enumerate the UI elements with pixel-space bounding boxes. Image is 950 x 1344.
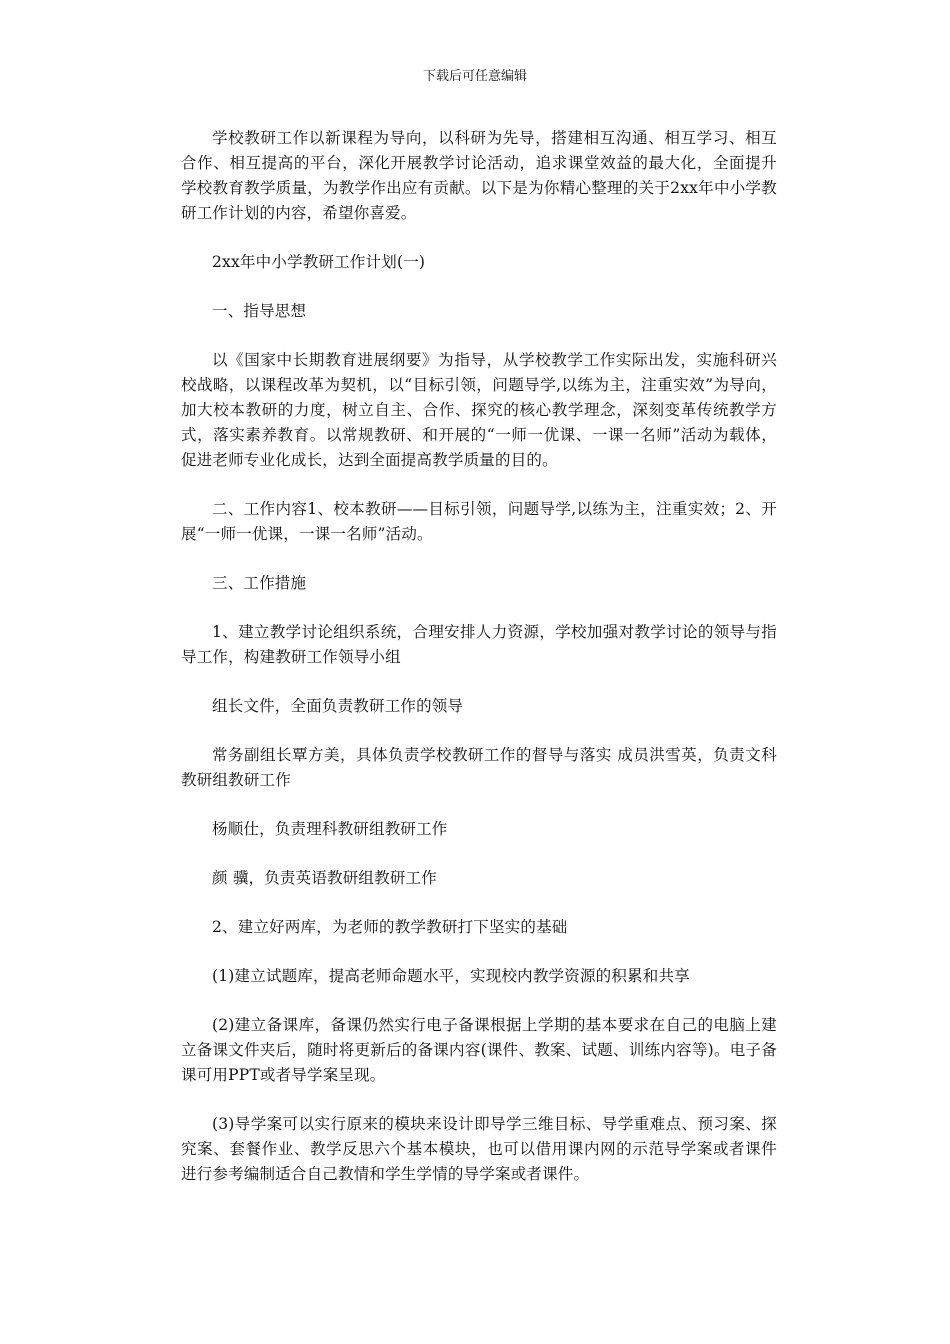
test-bank-paragraph: (1)建立试题库，提高老师命题水平，实现校内教学资源的积累和共享 [212, 967, 690, 985]
lesson-bank-paragraph: (2)建立备课库，备课仍然实行电子备课根据上学期的基本要求在自己的电脑上建立备课文件夹后，随时将更新后的备课内容(课件、教案、试题、训练内容等)。电子备课可用PPT或者导学案呈现。 [181, 1016, 777, 1084]
section-heading-guiding-thought: 一、指导思想 [212, 302, 307, 320]
guiding-thought-paragraph: 以《国家中长期教育进展纲要》为指导，从学校教学工作实际出发，实施科研兴校战略，以课程改革为契机，以“目标引领，问题导学,以练为主，注重实效”为导向，加大校本教研的力度，树立自主、合作、探究的核心教学理念，深刻变革传统教学方式，落实素养教育。以常规教研、和开展的“一师一优课、一课一名师”活动为载体，促进老师专业化成长，达到全面提高教学质量的目的。 [181, 351, 777, 469]
science-group-line: 杨顺仕，负责理科教研组教研工作 [212, 820, 448, 838]
deputy-leader-line: 常务副组长覃方美，具体负责学校教研工作的督导与落实 成员洪雪英，负责文科教研组教研工作 [181, 746, 777, 789]
measure-1-paragraph: 1、建立教学讨论组织系统，合理安排人力资源，学校加强对教学讨论的领导与指导工作，构建教研工作领导小组 [181, 623, 777, 666]
measure-2-paragraph: 2、建立好两库，为老师的教学教研打下坚实的基础 [212, 918, 568, 936]
header-note: 下载后可任意编辑 [422, 69, 527, 84]
english-group-line: 颜 骥，负责英语教研组教研工作 [212, 869, 437, 887]
leader-line: 组长文件，全面负责教研工作的领导 [212, 697, 464, 715]
study-guide-paragraph: (3)导学案可以实行原来的模块来设计即导学三维目标、导学重难点、预习案、探究案、套餐作业、教学反思六个基本模块，也可以借用课内网的示范导学案或者课件进行参考编制适合自己教情和学生学情的导学案或者课件。 [181, 1115, 777, 1183]
document-body [181, 126, 777, 1211]
plan-title: 2xx年中小学教研工作计划(一) [212, 253, 426, 271]
work-content-paragraph: 二、工作内容1、校本教研——目标引领，问题导学,以练为主，注重实效；2、开展“一师一优课，一课一名师”活动。 [181, 500, 777, 543]
intro-paragraph: 学校教研工作以新课程为导向，以科研为先导，搭建相互沟通、相互学习、相互合作、相互提高的平台，深化开展教学讨论活动，追求课堂效益的最大化，全面提升学校教育教学质量，为教学作出应有贡献。以下是为你精心整理的关于2xx年中小学教研工作计划的内容，希望你喜爱。 [181, 129, 777, 222]
section-heading-work-measures: 三、工作措施 [212, 574, 307, 592]
